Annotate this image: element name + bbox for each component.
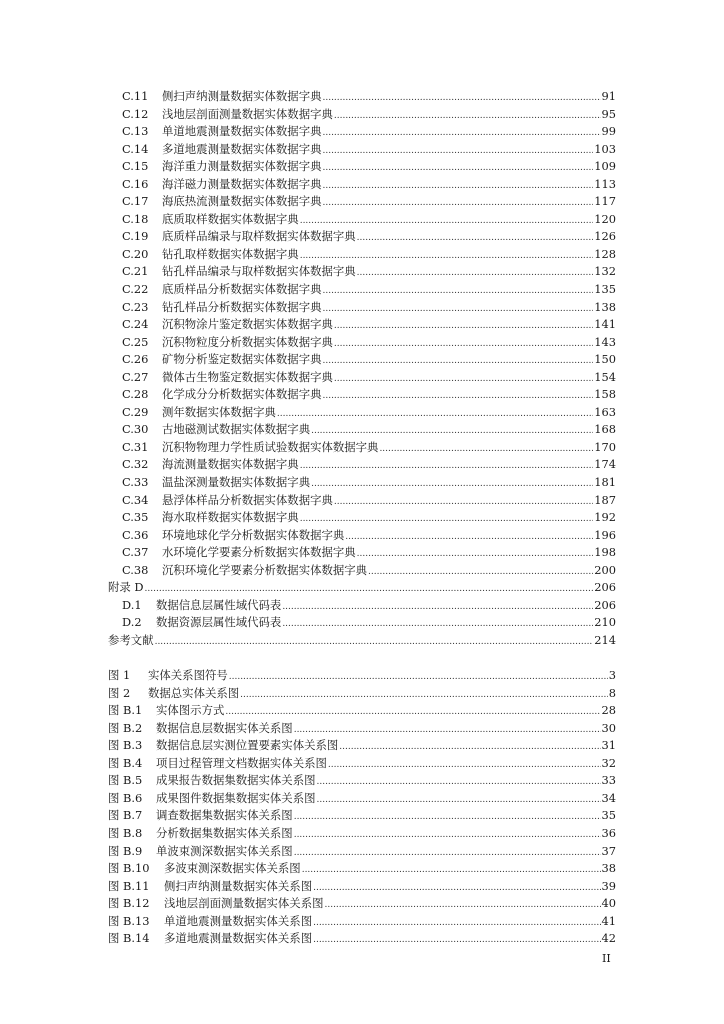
dot-leader [240, 687, 608, 705]
toc-entry-row[interactable] [108, 88, 616, 106]
toc-entry-page: 163 [594, 404, 616, 419]
toc-entry-page: 206 [594, 597, 616, 612]
dot-leader [357, 265, 594, 283]
figure-entry-title: 浅地层剖面测量数据实体关系图 [164, 896, 324, 911]
figure-entry-title: 成果报告数据集数据实体关系图 [156, 773, 316, 788]
toc-entry-code: C.37 [122, 545, 149, 560]
dot-leader [368, 564, 593, 582]
toc-entry-code: C.36 [122, 527, 149, 542]
dot-leader [294, 845, 601, 863]
dot-leader [322, 301, 593, 319]
toc-entry-row[interactable] [108, 246, 616, 264]
figure-entry-page: 41 [601, 913, 616, 928]
toc-entry-title: 底质样品分析数据实体数据字典 [162, 282, 322, 297]
figure-entry-row[interactable] [108, 913, 616, 931]
dot-leader [300, 458, 594, 476]
dot-leader [322, 388, 593, 406]
toc-entry-code: C.17 [122, 194, 149, 209]
toc-entry-row[interactable] [108, 351, 616, 369]
dot-leader [322, 178, 593, 196]
toc-entry-row[interactable] [108, 176, 616, 194]
dot-leader [294, 809, 601, 827]
figure-entry-page: 34 [601, 790, 616, 805]
toc-entry-page: 126 [594, 229, 616, 244]
figure-entry-title: 多波束测深数据实体关系图 [164, 861, 301, 876]
toc-entry-code: C.35 [122, 510, 149, 525]
toc-entry-code: C.33 [122, 475, 149, 490]
toc-entry-code: C.34 [122, 492, 149, 507]
toc-entry-row[interactable] [108, 106, 616, 124]
toc-entry-title: 底质样品编录与取样数据实体数据字典 [162, 229, 356, 244]
toc-entry-page: 132 [594, 264, 616, 279]
toc-entry-row[interactable] [108, 211, 616, 229]
toc-entry-code: C.15 [122, 159, 149, 174]
toc-entry-row[interactable] [108, 421, 616, 439]
figure-entry-title: 成果图件数据集数据实体关系图 [156, 790, 316, 805]
figure-entry-code: 图 B.3 [108, 738, 143, 753]
toc-entry-code: C.24 [122, 317, 149, 332]
figure-entry-title: 数据总实体关系图 [148, 685, 240, 700]
toc-entry-code: C.29 [122, 404, 149, 419]
figure-entry-title: 多道地震测量数据实体关系图 [164, 931, 313, 946]
toc-entry-title: 浅地层剖面测量数据实体数据字典 [162, 106, 333, 121]
toc-entry-title: 海洋重力测量数据实体数据字典 [162, 159, 322, 174]
figure-entry-page: 40 [601, 896, 616, 911]
toc-entry-row[interactable] [108, 281, 616, 299]
toc-entry-row[interactable] [108, 579, 616, 597]
toc-entry-title: 附录 D [108, 580, 144, 595]
figure-entry-row[interactable] [108, 807, 616, 825]
figure-entry-page: 37 [601, 843, 616, 858]
toc-entry-page: 168 [594, 422, 616, 437]
toc-entry-page: 138 [594, 299, 616, 314]
dot-leader [316, 792, 600, 810]
figure-entry-page: 32 [601, 755, 616, 770]
figure-entry-row[interactable] [108, 825, 616, 843]
figure-entry-title: 项目过程管理文档数据实体关系图 [156, 755, 327, 770]
toc-entry-code: D.1 [122, 597, 142, 612]
toc-entry-page: 95 [601, 106, 616, 121]
dot-leader [229, 669, 608, 687]
figure-entry-page: 8 [608, 685, 616, 700]
toc-entry-title: 多道地震测量数据实体数据字典 [162, 141, 322, 156]
toc-entry-code: C.32 [122, 457, 149, 472]
toc-entry-title: 测年数据实体数据字典 [162, 404, 276, 419]
dot-leader [379, 441, 593, 459]
toc-entry-page: 181 [594, 475, 616, 490]
toc-entry-row[interactable] [108, 544, 616, 562]
toc-entry-title: 水环境化学要素分析数据实体数据字典 [162, 545, 356, 560]
figure-entry-page: 3 [608, 668, 616, 683]
toc-entry-page: 91 [601, 89, 616, 103]
dot-leader [334, 318, 593, 336]
toc-entry-code: C.31 [122, 439, 149, 454]
toc-entry-title: 单道地震测量数据实体数据字典 [162, 124, 322, 139]
figure-entry-title: 数据信息层数据实体关系图 [156, 720, 293, 735]
figure-entry-row[interactable] [108, 895, 616, 913]
toc-entry-title: 钻孔取样数据实体数据字典 [162, 246, 299, 261]
toc-entry-page: 141 [594, 317, 616, 332]
figure-entry-row[interactable] [108, 667, 616, 685]
toc-entry-row[interactable] [108, 614, 616, 632]
toc-entry-title: 温盐深测量数据实体数据字典 [162, 475, 311, 490]
figure-entry-code: 图 B.13 [108, 913, 150, 928]
figure-entry-row[interactable] [108, 685, 616, 703]
figure-entry-row[interactable] [108, 755, 616, 773]
toc-entry-code: C.16 [122, 176, 149, 191]
toc-entry-page: 154 [594, 369, 616, 384]
figure-entry-code: 图 1 [108, 668, 131, 683]
figure-entry-code: 图 B.7 [108, 808, 143, 823]
toc-entry-title: 参考文献 [108, 632, 154, 647]
toc-entry-title: 沉积环境化学要素分析数据实体数据字典 [162, 562, 368, 577]
toc-entry-row[interactable] [108, 193, 616, 211]
toc-entry-row[interactable] [108, 334, 616, 352]
toc-entry-title: 海水取样数据实体数据字典 [162, 510, 299, 525]
toc-entry-row[interactable] [108, 474, 616, 492]
toc-entry-row[interactable] [108, 492, 616, 510]
figure-entry-title: 数据信息层实测位置要素实体关系图 [156, 738, 339, 753]
dot-leader [282, 599, 593, 617]
toc-entry-page: 174 [594, 457, 616, 472]
toc-entry-row[interactable] [108, 141, 616, 159]
toc-entry-row[interactable] [108, 404, 616, 422]
figure-entry-code: 图 2 [108, 685, 131, 700]
figure-entry-title: 单波束测深数据实体关系图 [156, 843, 293, 858]
toc-entry-page: 196 [594, 527, 616, 542]
toc-entry-row[interactable] [108, 439, 616, 457]
toc-entry-page: 113 [594, 176, 616, 191]
figure-entry-row[interactable] [108, 878, 616, 896]
toc-entry-code: C.19 [122, 229, 149, 244]
toc-entry-row[interactable] [108, 263, 616, 281]
dot-leader [313, 915, 600, 933]
dot-leader [313, 932, 600, 950]
toc-entry-code: C.20 [122, 246, 149, 261]
figure-entry-title: 单道地震测量数据实体关系图 [164, 913, 313, 928]
toc-entry-title: 钻孔样品分析数据实体数据字典 [162, 299, 322, 314]
toc-entry-page: 99 [601, 124, 616, 139]
toc-entry-page: 200 [594, 562, 616, 577]
figure-entry-code: 图 B.11 [108, 878, 150, 893]
figure-entry-row[interactable] [108, 772, 616, 790]
toc-entry-code: C.11 [122, 89, 149, 103]
figure-entry-page: 33 [601, 773, 616, 788]
figure-entry-row[interactable] [108, 930, 616, 948]
toc-entry-page: 135 [594, 282, 616, 297]
dot-leader [357, 230, 594, 248]
toc-entry-title: 古地磁测试数据实体数据字典 [162, 422, 311, 437]
figure-entry-title: 分析数据集数据实体关系图 [156, 826, 293, 841]
toc-entry-row[interactable] [108, 527, 616, 545]
toc-entry-page: 109 [594, 159, 616, 174]
dot-leader [334, 336, 593, 354]
dot-leader [322, 90, 600, 108]
figure-entry-code: 图 B.1 [108, 703, 143, 718]
dot-leader [328, 757, 601, 775]
dot-leader [294, 722, 601, 740]
toc-entry-title: 微体古生物鉴定数据实体数据字典 [162, 369, 333, 384]
toc-entry-page: 206 [594, 580, 616, 595]
dot-leader [155, 634, 594, 652]
toc-entry-row[interactable] [108, 456, 616, 474]
toc-entry-title: 钻孔样品编录与取样数据实体数据字典 [162, 264, 356, 279]
toc-entry-row[interactable] [108, 369, 616, 387]
toc-entry-row[interactable] [108, 632, 616, 650]
toc-entry-page: 170 [594, 439, 616, 454]
dot-leader [322, 160, 593, 178]
toc-entry-page: 198 [594, 545, 616, 560]
toc-entry-code: C.18 [122, 211, 149, 226]
page-number: II [602, 952, 611, 965]
figure-entry-code: 图 B.8 [108, 826, 143, 841]
toc-entry-page: 214 [594, 632, 616, 647]
dot-leader [339, 739, 600, 757]
dot-leader [357, 546, 594, 564]
figure-entry-title: 侧扫声纳测量数据实体关系图 [164, 878, 313, 893]
toc-entry-page: 187 [594, 492, 616, 507]
toc-entry-title: 悬浮体样品分析数据实体数据字典 [162, 492, 333, 507]
toc-entry-row[interactable] [108, 386, 616, 404]
dot-leader [302, 862, 601, 880]
toc-entry-code: C.12 [122, 106, 149, 121]
dot-leader [277, 406, 593, 424]
toc-entry-row[interactable] [108, 562, 616, 580]
figure-entry-page: 36 [601, 826, 616, 841]
dot-leader [322, 353, 593, 371]
figure-entry-row[interactable] [108, 737, 616, 755]
figure-entry-row[interactable] [108, 843, 616, 861]
figure-entry-page: 39 [601, 878, 616, 893]
toc-entry-row[interactable] [108, 509, 616, 527]
toc-entry-code: C.25 [122, 334, 149, 349]
figure-entry-code: 图 B.10 [108, 861, 150, 876]
figure-entry-row[interactable] [108, 702, 616, 720]
figure-entry-code: 图 B.9 [108, 843, 143, 858]
toc-entry-page: 120 [594, 211, 616, 226]
figure-entry-title: 实体关系图符号 [148, 668, 228, 683]
toc-entry-title: 矿物分析鉴定数据实体数据字典 [162, 352, 322, 367]
dot-leader [313, 880, 600, 898]
dot-leader [311, 476, 593, 494]
toc-entry-page: 128 [594, 246, 616, 261]
toc-entry-title: 沉积物涂片鉴定数据实体数据字典 [162, 317, 333, 332]
toc-entry-row[interactable] [108, 299, 616, 317]
toc-entry-row[interactable] [108, 316, 616, 334]
toc-entry-page: 150 [594, 352, 616, 367]
figure-entry-row[interactable] [108, 720, 616, 738]
toc-entry-code: C.13 [122, 124, 149, 139]
toc-entry-code: C.22 [122, 282, 149, 297]
table-of-contents [108, 88, 616, 948]
toc-entry-title: 底质取样数据实体数据字典 [162, 211, 299, 226]
toc-entry-title: 数据资源层属性域代码表 [156, 615, 282, 630]
toc-entry-code: C.38 [122, 562, 149, 577]
toc-entry-page: 192 [594, 510, 616, 525]
dot-leader [294, 827, 601, 845]
toc-entry-code: C.23 [122, 299, 149, 314]
figure-entry-page: 35 [601, 808, 616, 823]
toc-entry-page: 158 [594, 387, 616, 402]
toc-entry-code: C.14 [122, 141, 149, 156]
toc-entry-title: 海流测量数据实体数据字典 [162, 457, 299, 472]
toc-entry-title: 化学成分分析数据实体数据字典 [162, 387, 322, 402]
figure-entry-code: 图 B.12 [108, 896, 150, 911]
toc-entry-code: D.2 [122, 615, 142, 630]
figure-entry-row[interactable] [108, 790, 616, 808]
toc-entry-title: 海底热流测量数据实体数据字典 [162, 194, 322, 209]
dot-leader [334, 371, 593, 389]
toc-entry-code: C.30 [122, 422, 149, 437]
section-gap [108, 650, 616, 668]
dot-leader [324, 897, 600, 915]
dot-leader [334, 494, 593, 512]
dot-leader [322, 283, 593, 301]
figure-entry-title: 实体图示方式 [156, 703, 225, 718]
dot-leader [322, 195, 593, 213]
dot-leader [282, 616, 593, 634]
toc-entry-row[interactable] [108, 158, 616, 176]
figure-entry-row[interactable] [108, 860, 616, 878]
figure-entry-page: 31 [601, 738, 616, 753]
figure-entry-code: 图 B.4 [108, 755, 143, 770]
figure-entry-code: 图 B.6 [108, 790, 143, 805]
figure-entry-page: 30 [601, 720, 616, 735]
toc-entry-page: 143 [594, 334, 616, 349]
toc-entry-title: 海洋磁力测量数据实体数据字典 [162, 176, 322, 191]
toc-entry-code: C.27 [122, 369, 149, 384]
dot-leader [322, 143, 593, 161]
dot-leader [345, 529, 593, 547]
dot-leader [316, 774, 600, 792]
toc-entry-title: 侧扫声纳测量数据实体数据字典 [162, 89, 322, 103]
figure-entry-title: 调查数据集数据实体关系图 [156, 808, 293, 823]
toc-entry-page: 117 [594, 194, 616, 209]
toc-entry-page: 103 [594, 141, 616, 156]
figure-entry-code: 图 B.5 [108, 773, 143, 788]
dot-leader [322, 125, 600, 143]
toc-entry-row[interactable] [108, 228, 616, 246]
toc-entry-title: 数据信息层属性域代码表 [156, 597, 282, 612]
toc-entry-code: C.21 [122, 264, 149, 279]
toc-entry-code: C.26 [122, 352, 149, 367]
figure-entry-page: 28 [601, 703, 616, 718]
toc-entry-row[interactable] [108, 123, 616, 141]
toc-entry-title: 环境地球化学分析数据实体数据字典 [162, 527, 345, 542]
figure-entry-code: 图 B.2 [108, 720, 143, 735]
toc-entry-row[interactable] [108, 597, 616, 615]
dot-leader [334, 108, 601, 126]
figure-entry-code: 图 B.14 [108, 931, 150, 946]
toc-entry-title: 沉积物物理力学性质试验数据实体数据字典 [162, 439, 379, 454]
figure-entry-page: 38 [601, 861, 616, 876]
toc-entry-page: 210 [594, 615, 616, 630]
toc-entry-title: 沉积物粒度分析数据实体数据字典 [162, 334, 333, 349]
toc-entry-code: C.28 [122, 387, 149, 402]
figure-entry-page: 42 [601, 931, 616, 946]
